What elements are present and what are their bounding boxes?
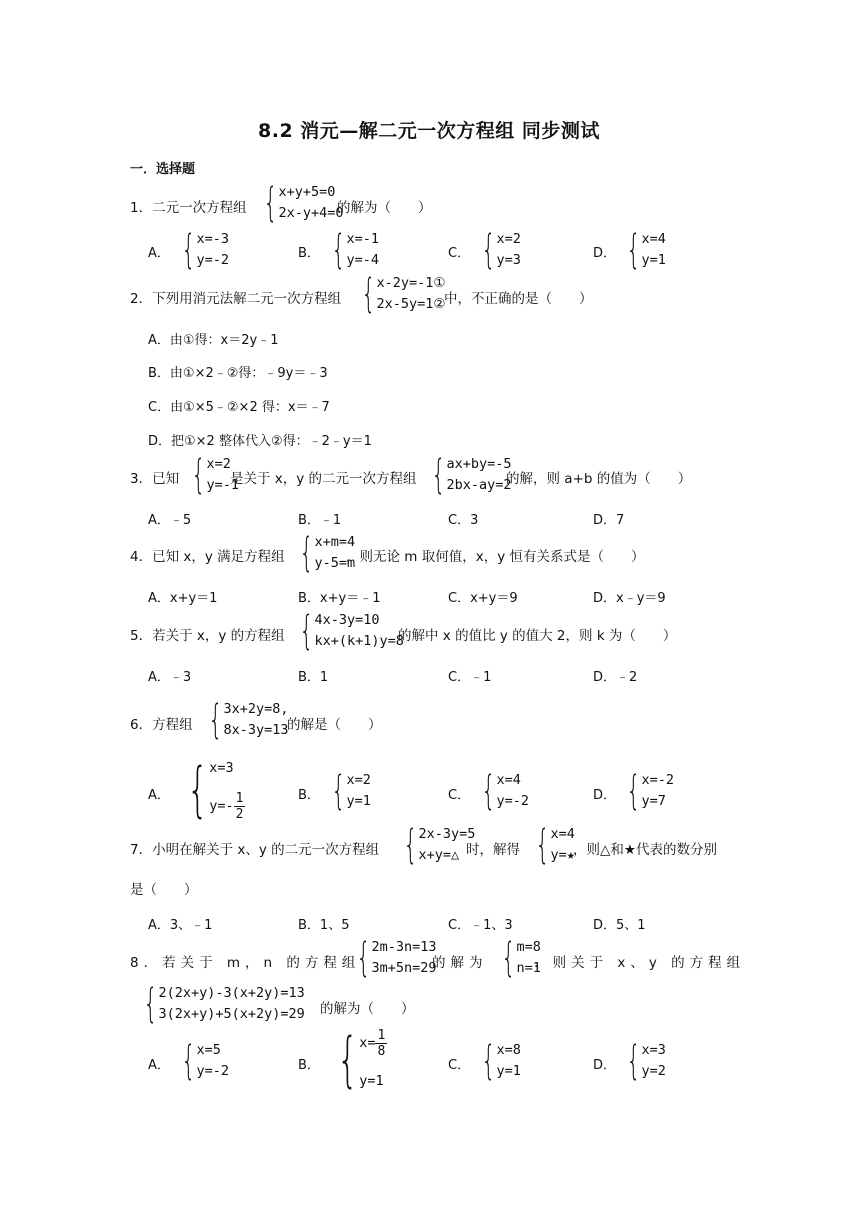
q8-suffix-2: 的解为（ ） [320,1001,415,1017]
q8-system-2: { m=8 n=1 [501,935,541,981]
q7-system-1: { 2x-3y=5 x+y=△ [403,822,476,868]
q5-option-a[interactable]: A．﹣3 [148,670,192,685]
q8-system-3: { 2(2x+y)-3(x+2y)=13 3(2x+y)+5(x+2y)=29 [143,983,305,1025]
q7-option-b[interactable]: B．1、5 [298,918,350,933]
q6-option-b-system: { x=2 y=1 [331,768,371,814]
q8-option-b-system: { x= $\frac{1}{8}$ y=1 [337,1025,386,1095]
q7-continuation: 是（ ） [130,882,198,898]
q6-suffix: 的解是（ ） [287,717,382,733]
q2-prefix: 2．下列用消元法解二元一次方程组 [130,291,342,307]
q3-option-d[interactable]: D．7 [593,513,625,528]
q1-option-a-system: { x=-3 y=-2 [181,227,229,273]
q2-suffix: 中，不正确的是（ ） [444,291,593,307]
q1-option-b-system: { x=-1 y=-4 [331,227,379,273]
q7-suffix: ，则△和★代表的数分别 [573,842,717,858]
q4-system: { x+m=4 y-5=m [299,530,356,576]
q6-option-c[interactable]: C． [448,788,471,803]
q8-system-1: { 2m-3n=13 3m+5n=29 [356,935,437,981]
q1-option-c-system: { x=2 y=3 [481,227,521,273]
q1-option-d[interactable]: D． [593,246,617,261]
q6-system: { 3x+2y=8, 8x-3y=13 [208,697,289,743]
q7-prefix: 7．小明在解关于 x、y 的二元一次方程组 [130,842,380,858]
q6-option-d[interactable]: D． [593,788,617,803]
q8-option-a-system: { x=5 y=-2 [181,1038,229,1084]
q4-option-b[interactable]: B．x+y＝﹣1 [298,591,381,606]
q5-option-d[interactable]: D．﹣2 [593,670,638,685]
q3-mid: 是关于 x，y 的二元一次方程组 [230,471,417,487]
q1-system: { x+y+5=0 2x-y+4=0 [263,180,344,226]
q4-option-a[interactable]: A．x+y＝1 [148,591,218,606]
q3-option-c[interactable]: C．3 [448,513,479,528]
q1-prefix: 1．二元一次方程组 [130,200,247,216]
q4-option-d[interactable]: D．x﹣y＝9 [593,591,666,606]
q6-option-c-system: { x=4 y=-2 [481,768,529,814]
q2-option-d[interactable]: D．把①×2 整体代入②得：﹣2﹣y＝1 [148,434,372,449]
q2-option-c[interactable]: C．由①×5﹣②×2 得：x＝﹣7 [148,400,330,415]
q3-prefix: 3．已知 [130,471,180,487]
q3-option-a[interactable]: A．﹣5 [148,513,192,528]
q7-option-c[interactable]: C．﹣1、3 [448,918,513,933]
q8-option-c-system: { x=8 y=1 [481,1038,521,1084]
q1-option-b[interactable]: B． [298,246,320,261]
q7-option-a[interactable]: A．3、﹣1 [148,918,213,933]
q1-option-a[interactable]: A． [148,246,170,261]
q2-option-a[interactable]: A．由①得：x＝2y﹣1 [148,333,279,348]
page-title: 8.2 消元—解二元一次方程组 同步测试 [258,120,600,142]
q5-prefix: 5．若关于 x，y 的方程组 [130,628,285,644]
q6-option-d-system: { x=-2 y=7 [626,768,674,814]
q5-system: { 4x-3y=10 kx+(k+1)y=8 [299,608,404,654]
q7-system-2: { x=4 y=★ [535,822,575,868]
q8-option-d[interactable]: D． [593,1058,617,1073]
q8-suffix: . 则关于 x、y 的方程组 [534,955,746,971]
q8-prefix: 8．若关于 m，n 的方程组 [130,955,361,971]
q2-option-b[interactable]: B．由①×2﹣②得：﹣9y＝﹣3 [148,366,328,381]
q3-system-1: { x=2 y=-1 [191,452,239,498]
q6-option-a-system: { x=3 y=- $\frac{1}{2}$ [187,755,244,825]
q3-option-b[interactable]: B．﹣1 [298,513,342,528]
q1-option-d-system: { x=4 y=1 [626,227,666,273]
q7-option-d[interactable]: D．5、1 [593,918,646,933]
q4-suffix: ，则无论 m 取何值，x，y 恒有关系式是（ ） [346,549,645,565]
q5-option-b[interactable]: B．1 [298,670,329,685]
q3-suffix: 的解，则 a+b 的值为（ ） [506,471,692,487]
q6-option-b[interactable]: B． [298,788,320,803]
q7-mid: 时，解得 [466,842,520,858]
q8-option-a[interactable]: A． [148,1058,170,1073]
q8-option-c[interactable]: C． [448,1058,471,1073]
q8-mid: 的解为 [432,955,488,971]
q6-prefix: 6．方程组 [130,717,193,733]
q1-suffix: 的解为（ ） [337,200,432,216]
q6-option-a[interactable]: A． [148,788,170,803]
q8-option-d-system: { x=3 y=2 [626,1038,666,1084]
q5-option-c[interactable]: C．﹣1 [448,670,492,685]
q1-option-c[interactable]: C． [448,246,471,261]
section-heading: 一．选择题 [130,162,196,177]
q8-option-b[interactable]: B． [298,1058,320,1073]
q4-prefix: 4．已知 x，y 满足方程组 [130,549,285,565]
q5-suffix: 的解中 x 的值比 y 的值大 2，则 k 为（ ） [398,628,677,644]
q3-system-2: { ax+by=-5 2bx-ay=2 [431,452,512,498]
q2-system: { x-2y=-1① 2x-5y=1② [361,271,446,317]
q4-option-c[interactable]: C．x+y＝9 [448,591,518,606]
